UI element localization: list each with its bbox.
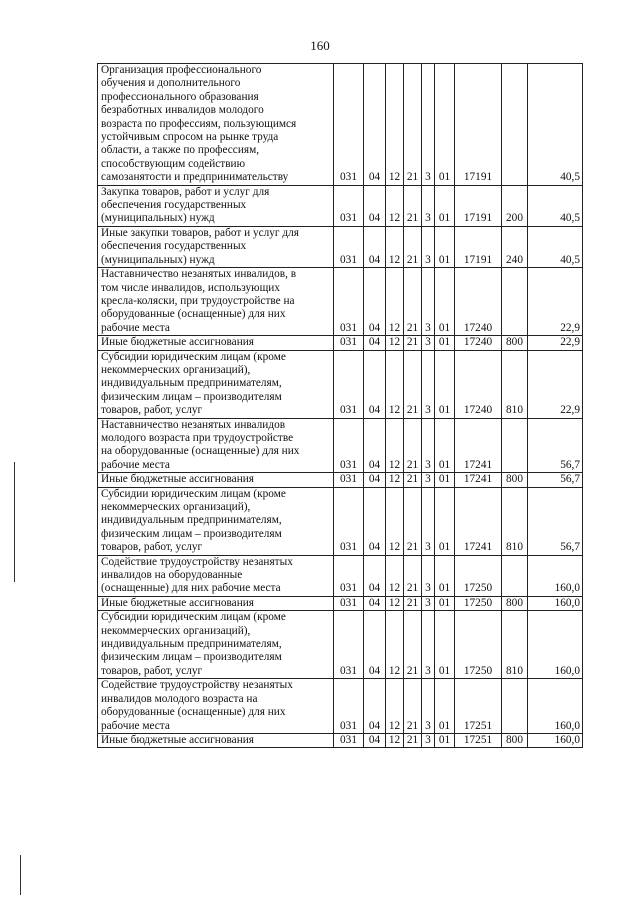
amount-cell: 160,0 (528, 679, 583, 734)
target-article-part1-cell: 21 (404, 268, 422, 336)
amount-cell: 160,0 (528, 733, 583, 747)
subsection-code-cell: 12 (386, 733, 404, 747)
amount-cell: 56,7 (528, 418, 583, 473)
expense-name-cell (98, 473, 334, 487)
target-article-part1-cell: 21 (404, 487, 422, 555)
expense-name-line: Наставничество незанятых инвалидов (101, 418, 286, 431)
target-article-part2-cell: 3 (422, 473, 435, 487)
ministry-code-cell: 031 (334, 679, 364, 734)
expense-name-line: Иные бюджетные ассигнования (101, 336, 254, 349)
target-article-part3-cell: 01 (435, 268, 455, 336)
expense-type-cell (502, 268, 528, 336)
ministry-code-cell: 031 (334, 268, 364, 336)
subsection-code-cell: 12 (386, 611, 404, 679)
expense-name-line: устойчивым спросом на рынке труда (101, 131, 279, 144)
expense-name-line: рабочие места (101, 321, 170, 334)
section-code-cell: 04 (364, 336, 386, 350)
target-article-part3-cell: 01 (435, 487, 455, 555)
scan-margin-mark (20, 855, 21, 895)
target-article-part4-cell: 17191 (455, 185, 502, 226)
expense-name-line: физическим лицам – производителям (101, 651, 282, 664)
subsection-code-cell: 12 (386, 596, 404, 610)
expense-name-line: индивидуальным предпринимателям, (101, 638, 282, 651)
section-code-cell: 04 (364, 268, 386, 336)
expense-name-line: Иные бюджетные ассигнования (101, 733, 254, 746)
target-article-part1-cell: 21 (404, 350, 422, 418)
target-article-part3-cell: 01 (435, 226, 455, 267)
section-code-cell: 04 (364, 679, 386, 734)
expense-name-cell (98, 350, 334, 418)
expense-name-line: физическим лицам – производителям (101, 390, 282, 403)
expense-name-line: (муниципальных) нужд (101, 212, 215, 225)
target-article-part3-cell: 01 (435, 336, 455, 350)
section-code-cell: 04 (364, 185, 386, 226)
subsection-code-cell: 12 (386, 487, 404, 555)
expense-name-line: том числе инвалидов, использующих (101, 281, 280, 294)
expense-type-cell (502, 555, 528, 596)
target-article-part2-cell: 3 (422, 226, 435, 267)
expense-name-line: возраста по профессиям, пользующимся (101, 117, 297, 130)
expense-name-line: некоммерческих организаций), (101, 624, 251, 637)
table-row (98, 336, 583, 350)
expense-type-cell: 800 (502, 733, 528, 747)
amount-cell: 56,7 (528, 487, 583, 555)
expense-name-line: Иные бюджетные ассигнования (101, 596, 254, 609)
expense-name-line: оборудованные (оснащенные) для них (101, 308, 286, 321)
expense-name-line: (муниципальных) нужд (101, 253, 215, 266)
expense-name-line: кресла-коляски, при трудоустройстве на (101, 294, 295, 307)
target-article-part4-cell: 17191 (455, 64, 502, 186)
expense-name-line: рабочие места (101, 458, 170, 471)
expense-type-cell: 800 (502, 596, 528, 610)
ministry-code-cell: 031 (334, 487, 364, 555)
amount-cell: 22,9 (528, 350, 583, 418)
expense-type-cell: 810 (502, 487, 528, 555)
subsection-code-cell: 12 (386, 679, 404, 734)
section-code-cell: 04 (364, 733, 386, 747)
subsection-code-cell: 12 (386, 185, 404, 226)
expense-name-line: Иные бюджетные ассигнования (101, 473, 254, 486)
target-article-part4-cell: 17251 (455, 679, 502, 734)
section-code-cell: 04 (364, 487, 386, 555)
page-number: 160 (310, 38, 330, 53)
expense-name-line: оборудованные (оснащенные) для них (101, 706, 286, 719)
expense-type-cell: 200 (502, 185, 528, 226)
target-article-part1-cell: 21 (404, 611, 422, 679)
ministry-code-cell: 031 (334, 555, 364, 596)
target-article-part3-cell: 01 (435, 611, 455, 679)
expense-name-line: безработных инвалидов молодого (101, 104, 264, 117)
target-article-part1-cell: 21 (404, 64, 422, 186)
target-article-part1-cell: 21 (404, 418, 422, 473)
target-article-part2-cell: 3 (422, 350, 435, 418)
table-row (98, 733, 583, 747)
table-row (98, 596, 583, 610)
expense-name-cell (98, 226, 334, 267)
amount-cell: 40,5 (528, 226, 583, 267)
expense-name-line: Субсидии юридическим лицам (кроме (101, 487, 286, 500)
amount-cell: 40,5 (528, 185, 583, 226)
expense-name-line: Иные закупки товаров, работ и услуг для (101, 226, 299, 239)
section-code-cell: 04 (364, 596, 386, 610)
target-article-part3-cell: 01 (435, 473, 455, 487)
subsection-code-cell: 12 (386, 555, 404, 596)
expense-type-cell (502, 64, 528, 186)
ministry-code-cell: 031 (334, 473, 364, 487)
expense-type-cell: 810 (502, 350, 528, 418)
expense-name-line: Закупка товаров, работ и услуг для (101, 185, 270, 198)
subsection-code-cell: 12 (386, 64, 404, 186)
expense-name-line: молодого возраста при трудоустройстве (101, 431, 294, 444)
expense-name-cell (98, 611, 334, 679)
ministry-code-cell: 031 (334, 733, 364, 747)
target-article-part4-cell: 17251 (455, 733, 502, 747)
subsection-code-cell: 12 (386, 268, 404, 336)
target-article-part2-cell: 3 (422, 336, 435, 350)
table-row (98, 350, 583, 418)
expense-name-line: обеспечения государственных (101, 240, 247, 253)
expense-name-line: Организация профессионального (101, 64, 262, 76)
expense-name-line: некоммерческих организаций), (101, 363, 251, 376)
expense-name-line: товаров, работ, услуг (101, 541, 203, 554)
expense-name-cell (98, 679, 334, 734)
expense-name-line: обеспечения государственных (101, 199, 247, 212)
expense-name-line: физическим лицам – производителям (101, 527, 282, 540)
target-article-part2-cell: 3 (422, 555, 435, 596)
section-code-cell: 04 (364, 473, 386, 487)
target-article-part4-cell: 17241 (455, 418, 502, 473)
expense-name-cell (98, 418, 334, 473)
expense-name-cell (98, 268, 334, 336)
target-article-part2-cell: 3 (422, 733, 435, 747)
expense-name-line: на оборудованные (оснащенные) для них (101, 445, 300, 458)
expense-name-line: индивидуальным предпринимателям, (101, 377, 282, 390)
table-row (98, 555, 583, 596)
expense-name-line: (оснащенные) для них рабочие места (101, 582, 281, 595)
subsection-code-cell: 12 (386, 226, 404, 267)
section-code-cell: 04 (364, 418, 386, 473)
target-article-part3-cell: 01 (435, 733, 455, 747)
section-code-cell: 04 (364, 555, 386, 596)
expense-name-line: Субсидии юридическим лицам (кроме (101, 350, 286, 363)
section-code-cell: 04 (364, 611, 386, 679)
ministry-code-cell: 031 (334, 596, 364, 610)
table-row (98, 473, 583, 487)
target-article-part3-cell: 01 (435, 596, 455, 610)
table-row (98, 185, 583, 226)
target-article-part1-cell: 21 (404, 596, 422, 610)
expense-type-cell: 240 (502, 226, 528, 267)
target-article-part1-cell: 21 (404, 733, 422, 747)
table-row (98, 226, 583, 267)
section-code-cell: 04 (364, 350, 386, 418)
table-row (98, 418, 583, 473)
target-article-part3-cell: 01 (435, 64, 455, 186)
target-article-part2-cell: 3 (422, 64, 435, 186)
target-article-part3-cell: 01 (435, 418, 455, 473)
target-article-part2-cell: 3 (422, 418, 435, 473)
target-article-part1-cell: 21 (404, 226, 422, 267)
expense-name-line: инвалидов молодого возраста на (101, 692, 258, 705)
expense-name-line: товаров, работ, услуг (101, 404, 203, 417)
expense-name-line: рабочие места (101, 719, 170, 732)
target-article-part3-cell: 01 (435, 185, 455, 226)
target-article-part4-cell: 17240 (455, 268, 502, 336)
expense-name-line: самозанятости и предпринимательству (101, 171, 289, 184)
expense-type-cell: 810 (502, 611, 528, 679)
target-article-part4-cell: 17241 (455, 473, 502, 487)
table-row (98, 679, 583, 734)
scan-margin-mark (14, 462, 15, 582)
amount-cell: 56,7 (528, 473, 583, 487)
expense-name-line: некоммерческих организаций), (101, 501, 251, 513)
expense-name-line: способствующим содействию (101, 157, 246, 170)
expense-name-cell (98, 733, 334, 747)
ministry-code-cell: 031 (334, 336, 364, 350)
expense-type-cell: 800 (502, 473, 528, 487)
table-row (98, 64, 583, 186)
amount-cell: 22,9 (528, 268, 583, 336)
target-article-part2-cell: 3 (422, 268, 435, 336)
subsection-code-cell: 12 (386, 350, 404, 418)
target-article-part3-cell: 01 (435, 679, 455, 734)
target-article-part4-cell: 17240 (455, 350, 502, 418)
expense-name-cell (98, 487, 334, 555)
amount-cell: 160,0 (528, 611, 583, 679)
expense-name-line: инвалидов на оборудованные (101, 569, 243, 582)
budget-table (97, 63, 583, 748)
ministry-code-cell: 031 (334, 611, 364, 679)
target-article-part1-cell: 21 (404, 336, 422, 350)
target-article-part4-cell: 17191 (455, 226, 502, 267)
expense-name-line: индивидуальным предпринимателям, (101, 514, 282, 527)
expense-name-line: профессионального образования (101, 90, 259, 103)
section-code-cell: 04 (364, 226, 386, 267)
expense-name-cell (98, 555, 334, 596)
target-article-part4-cell: 17250 (455, 611, 502, 679)
expense-name-line: товаров, работ, услуг (101, 664, 203, 677)
ministry-code-cell: 031 (334, 64, 364, 186)
target-article-part2-cell: 3 (422, 185, 435, 226)
target-article-part3-cell: 01 (435, 350, 455, 418)
expense-type-cell: 800 (502, 336, 528, 350)
subsection-code-cell: 12 (386, 336, 404, 350)
ministry-code-cell: 031 (334, 185, 364, 226)
table-row (98, 268, 583, 336)
target-article-part4-cell: 17250 (455, 555, 502, 596)
target-article-part2-cell: 3 (422, 487, 435, 555)
amount-cell: 40,5 (528, 64, 583, 186)
expense-name-line: Наставничество незанятых инвалидов, в (101, 268, 297, 281)
section-code-cell: 04 (364, 64, 386, 186)
ministry-code-cell: 031 (334, 418, 364, 473)
target-article-part4-cell: 17240 (455, 336, 502, 350)
expense-type-cell (502, 418, 528, 473)
subsection-code-cell: 12 (386, 418, 404, 473)
expense-name-line: обучения и дополнительного (101, 77, 241, 90)
ministry-code-cell: 031 (334, 226, 364, 267)
expense-name-cell (98, 336, 334, 350)
target-article-part4-cell: 17250 (455, 596, 502, 610)
target-article-part1-cell: 21 (404, 555, 422, 596)
expense-name-line: Субсидии юридическим лицам (кроме (101, 611, 286, 624)
target-article-part2-cell: 3 (422, 611, 435, 679)
expense-type-cell (502, 679, 528, 734)
expense-name-cell (98, 185, 334, 226)
target-article-part1-cell: 21 (404, 473, 422, 487)
target-article-part1-cell: 21 (404, 679, 422, 734)
table-body (98, 64, 583, 748)
amount-cell: 160,0 (528, 596, 583, 610)
table-row (98, 611, 583, 679)
amount-cell: 160,0 (528, 555, 583, 596)
subsection-code-cell: 12 (386, 473, 404, 487)
target-article-part2-cell: 3 (422, 596, 435, 610)
amount-cell: 22,9 (528, 336, 583, 350)
expense-name-line: Содействие трудоустройству незанятых (101, 555, 293, 568)
table-row (98, 487, 583, 555)
expense-name-line: Содействие трудоустройству незанятых (101, 679, 293, 692)
ministry-code-cell: 031 (334, 350, 364, 418)
target-article-part3-cell: 01 (435, 555, 455, 596)
expense-name-line: области, а также по профессиям, (101, 144, 260, 157)
expense-name-cell (98, 64, 334, 186)
target-article-part1-cell: 21 (404, 185, 422, 226)
target-article-part2-cell: 3 (422, 679, 435, 734)
target-article-part4-cell: 17241 (455, 487, 502, 555)
expense-name-cell (98, 596, 334, 610)
